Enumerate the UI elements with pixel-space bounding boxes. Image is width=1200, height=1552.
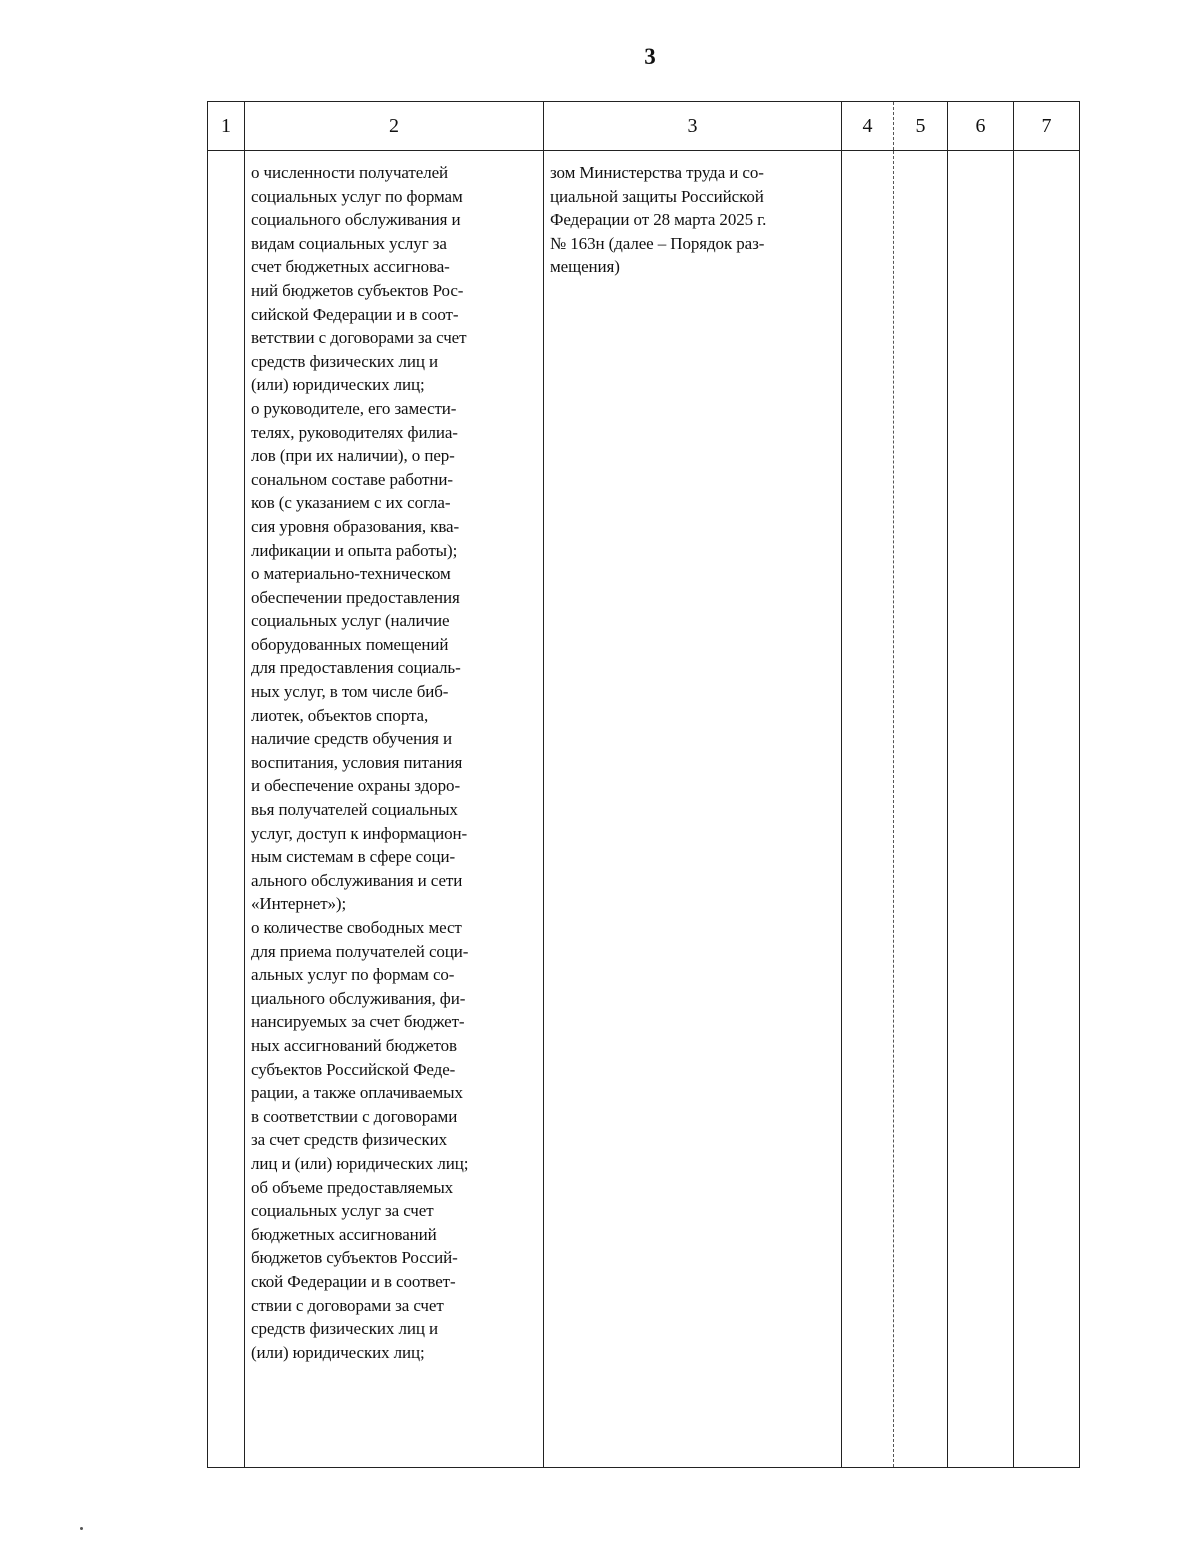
column-header-5: 5 xyxy=(894,102,948,151)
cell-col4 xyxy=(842,151,894,1468)
scan-artifact-dot xyxy=(80,1527,83,1530)
cell-col4-text xyxy=(842,151,893,161)
cell-col5 xyxy=(894,151,948,1468)
column-header-2: 2 xyxy=(245,102,544,151)
cell-col3 xyxy=(544,151,842,1468)
cell-col1-text xyxy=(208,151,244,161)
cell-col6-text xyxy=(948,151,1013,161)
cell-col3-text: зом Министерства труда и со- циальной защиты Российской Федерации от 28 марта 2025 г. № 163н (далее – Порядок раз- мещения) xyxy=(550,163,767,277)
column-header-1: 1 xyxy=(208,102,245,151)
cell-col7 xyxy=(1014,151,1080,1468)
cell-col2-text: о численности получателей социальных услуг по формам социального обслуживания и видам социальных услуг за счет бюджетных ассигнова- ний бюджетов субъектов Рос- сийской Федерации и в соот- ветствии с договорами за счет средств физических лиц и (или) юридических лиц; о руководителе, его замести- телях, руководителях филиа- лов (при их наличии), о пер- сональном составе работни- ков (с указанием с их согла- сия уровня образования, ква- лификации и опыта работы); о материально-техническом обеспечении предоставления социальных услуг (наличие оборудованных помещений для предоставления социаль- ных услуг, в том числе биб- лиотек, объектов спорта, наличие средств обучения и воспитания, условия питания и обеспечение охраны здоро- вья получателей социальных услуг, доступ к информацион- ным системам в сфере соци- ального обслуживания и сети «Интернет»); о количестве свободных мест для приема получателей соци- альных услуг по формам со- циального обслуживания, фи- нансируемых за счет бюджет- ных ассигнований бюджетов субъектов Российской Феде- рации, а также оплачиваемых в соответствии с договорами за счет средств физических лиц и (или) юридических лиц; об объеме предоставляемых социальных услуг за счет бюджетных ассигнований бюджетов субъектов Россий- ской Федерации и в соответ- ствии с договорами за счет средств физических лиц и (или) юридических лиц; xyxy=(251,163,469,1362)
document-table xyxy=(207,101,1080,1468)
page-number: 3 xyxy=(644,44,656,69)
cell-col5-text xyxy=(894,151,947,161)
table-row xyxy=(208,151,1080,1468)
column-header-7: 7 xyxy=(1014,102,1080,151)
cell-col6 xyxy=(948,151,1014,1468)
column-header-3: 3 xyxy=(544,102,842,151)
table-header-row xyxy=(208,102,1080,151)
column-header-6: 6 xyxy=(948,102,1014,151)
cell-col1 xyxy=(208,151,245,1468)
cell-col7-text xyxy=(1014,151,1079,161)
cell-col2 xyxy=(245,151,544,1468)
column-header-4: 4 xyxy=(842,102,894,151)
